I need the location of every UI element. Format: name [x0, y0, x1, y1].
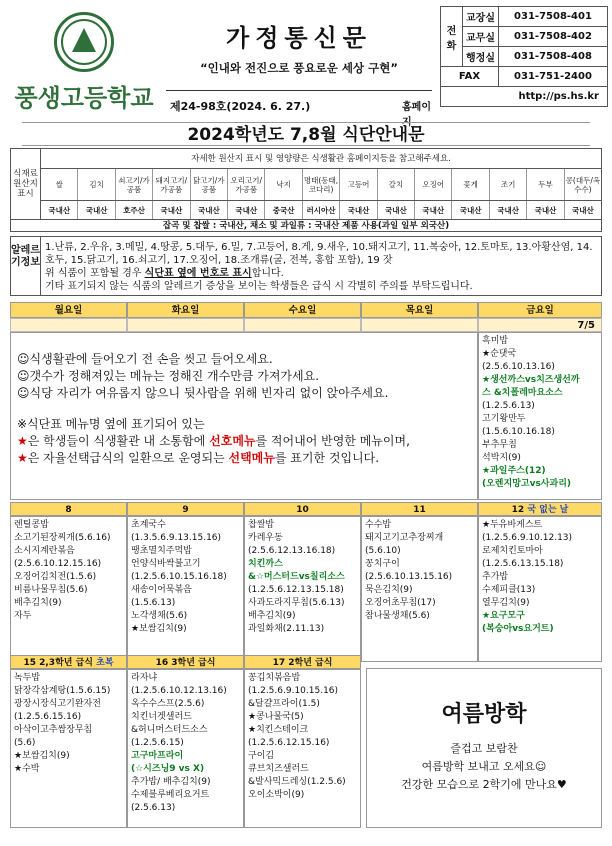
menu-item: 추가밥/ 배추김치(9) — [131, 777, 211, 787]
menu-item: 치킨까스 — [248, 559, 283, 569]
menu-cell — [244, 516, 361, 662]
contact-number: 031-7508-402 — [499, 27, 608, 47]
menu-cell — [127, 516, 244, 662]
date-label: 12 — [511, 505, 525, 515]
menu-item: (1.2.5.6.9.10.15.16) — [248, 686, 339, 696]
date-header: 11 — [361, 502, 478, 516]
menu-item: 오징어초무침(17) — [365, 598, 436, 608]
origin-note: 자세한 원산지 표시 및 영양량은 식생활관 홈페이지등을 참고해주세요. — [41, 149, 601, 169]
menu-item: 로제치킨토마아 — [482, 546, 543, 556]
menu-item: ★보쌈김치(9) — [131, 624, 187, 634]
allergy-note-a: 위 식품이 포함될 경우 — [45, 268, 145, 279]
origin-footer: 잡곡 및 찹쌀 : 국내산, 채소 및 과일류 : 국내산 제품 사용(과일 일부 외국산) — [10, 220, 602, 232]
red-star-icon: ★ — [17, 434, 28, 448]
menu-item: (1.2.5.6.15) — [131, 738, 184, 748]
menu-cell-fri-week1 — [478, 332, 602, 500]
origin-item: 낙지 — [265, 169, 302, 200]
menu-title: 2024학년도 7,8월 식단안내문 — [22, 122, 590, 146]
menu-item: 큐브치즈샐러드 — [248, 764, 309, 774]
menu-item: 새송이어묵볶음 — [131, 585, 192, 595]
menu-item: 석박지(9) — [482, 453, 521, 463]
menu-item: 소고기된장찌개(5.6.16) — [14, 533, 111, 543]
vacation-line: 여름방학 보내고 오세요☺ — [421, 760, 547, 773]
origin-side-label: 식재료원산지표시 — [11, 149, 41, 219]
menu-item: 오징어김치전(1.5.6) — [14, 572, 97, 582]
contact-number: 031-7508-408 — [499, 47, 608, 67]
menu-item: ★과일주스(12) — [482, 466, 546, 476]
origin-value: 국내산 — [228, 201, 265, 219]
origin-value: 국내산 — [527, 201, 564, 219]
origin-value: 국내산 — [490, 201, 527, 219]
school-name: 풍생고등학교 — [14, 84, 154, 112]
menu-cell — [10, 669, 127, 828]
menu-item: ★수박 — [14, 764, 40, 774]
notice-fragment: 를 적어내어 반영한 메뉴이며, — [255, 434, 410, 448]
menu-item: 배추김치(9) — [14, 598, 62, 608]
menu-item: 묵은김치(9) — [365, 585, 413, 595]
origin-value: 국내산 — [191, 201, 228, 219]
menu-item: ★두유바게스트 — [482, 520, 543, 530]
menu-item: (2.5.6.13) — [131, 803, 176, 813]
origin-item: 콩(대두/옥수수) — [565, 175, 601, 194]
menu-item: 땡초멸치주먹밥 — [131, 546, 192, 556]
origin-item: 돼지고기/가공품 — [153, 169, 190, 200]
origin-item: 명태(동태,코다리) — [303, 169, 340, 200]
page-title: 가정통신문 — [226, 23, 372, 52]
menu-item: (☆시즈닝9 vs X) — [131, 764, 205, 774]
fax-label: FAX — [441, 67, 499, 87]
notice-fragment: 은 학생들이 식생활관 내 소통함에 — [27, 434, 210, 448]
menu-item: (1.2.5.6.10.12.13.16) — [131, 686, 227, 696]
menu-item: 소시지계란볶음 — [14, 546, 75, 556]
allergy-caution: 기타 표기되지 않는 식품의 알레르기 증상을 보이는 학생들은 급식 시 각별히 주의를 부탁드립니다. — [45, 281, 473, 292]
menu-item: (1.2.5.6.12.15.16) — [248, 738, 330, 748]
date-cell — [127, 318, 244, 332]
school-motto: “인내와 전진으로 풍요로운 세상 구현” — [200, 61, 398, 75]
menu-item: (오렌지망고vs사과리) — [482, 479, 572, 489]
day-header: 화요일 — [127, 302, 244, 318]
week1-notice-box — [10, 332, 478, 500]
phone-label: 전화 — [441, 7, 463, 67]
preferred-menu-label: 선호메뉴 — [209, 434, 256, 448]
menu-item: 꽁깁치볶음밥 — [248, 673, 301, 683]
origin-item: 쌀 — [41, 169, 78, 200]
notice-fragment: 를 표기한 것입니다. — [274, 451, 380, 465]
date-header-fri — [478, 502, 602, 516]
menu-item: (5.6) — [14, 738, 36, 748]
origin-table — [10, 148, 602, 220]
menu-item: &발사믹드레싱(1.2.5.6) — [248, 777, 346, 787]
origin-values-row — [41, 201, 601, 219]
origin-item: 오리고기/가공품 — [228, 169, 265, 200]
origin-item: 닭고기/가공품 — [191, 169, 228, 200]
vacation-title: 여름방학 — [441, 702, 527, 727]
menu-item: 오이소박이(9) — [248, 790, 305, 800]
menu-item: 고기왕만두 — [482, 414, 526, 424]
origin-value: 국내산 — [378, 201, 415, 219]
menu-item: ★치킨스테이크 — [248, 725, 309, 735]
menu-item: ★순댓국 — [482, 349, 517, 359]
menu-item: 옥수수스프(2.5.6) — [131, 699, 205, 709]
date-header: 10 — [244, 502, 361, 516]
origin-value: 국내산 — [415, 201, 452, 219]
menu-item: 언양식바싹불고기 — [131, 559, 201, 569]
origin-value: 국내산 — [41, 201, 78, 219]
issue-number: 제24-98호(2024. 6. 27.) — [170, 100, 311, 113]
day-header: 금요일 — [478, 302, 602, 318]
menu-item: (1.2.5.6.9.10.12.13) — [482, 533, 573, 543]
origin-item: 두부 — [527, 169, 564, 200]
no-soup-label: 국 없는 날 — [527, 505, 569, 515]
origin-item: 갈치 — [378, 169, 415, 200]
origin-item: 고등어 — [340, 169, 377, 200]
menu-item: 카레우동 — [248, 533, 283, 543]
origin-items-row — [41, 169, 601, 201]
day-header: 월요일 — [10, 302, 127, 318]
allergy-side-label: 알레르기정보 — [11, 237, 41, 295]
red-star-icon: ★ — [17, 451, 28, 465]
menu-item: 수제블루베리요거트 — [131, 790, 210, 800]
menu-item: 고구마프라이 — [131, 751, 184, 761]
menu-item: (1.2.5.6.10.15.16.18) — [131, 572, 227, 582]
origin-item: 꽃게 — [452, 169, 489, 200]
homepage-label: 홈페이지 — [402, 102, 431, 128]
origin-value: 중국산 — [265, 201, 302, 219]
notice-text — [17, 351, 410, 467]
menu-item: 열무김치(9) — [482, 598, 530, 608]
chobok-label: 초복 — [96, 658, 114, 668]
menu-item: (2.5.6.10.12.15.16) — [14, 559, 102, 569]
vacation-box — [366, 668, 602, 828]
vacation-line: 건강한 모습으로 2학기에 만나요♥ — [401, 778, 567, 791]
notice-line: ☺식당 자리가 여유롭지 않으니 뒷사람을 위해 빈자리 없이 앉아주세요. — [17, 386, 389, 400]
allergy-note-b: 식단표 옆에 번호로 표시 — [144, 268, 252, 279]
contact-label: 행정실 — [463, 47, 499, 67]
menu-item: &허니머스터드소스 — [131, 725, 208, 735]
menu-item: 렌틸콩밥 — [14, 520, 49, 530]
menu-item: ★보쌈김치(9) — [14, 751, 70, 761]
menu-item: 추가밥 — [482, 572, 509, 582]
divider — [166, 90, 432, 91]
spacer — [17, 402, 410, 416]
menu-item: 초계국수 — [131, 520, 166, 530]
menu-item: 자두 — [14, 611, 32, 621]
date-header: 17 2학년 급식 — [244, 655, 361, 669]
menu-item: (1.3.5.6.9.13.15.16) — [131, 533, 222, 543]
menu-item: 꽁치구이 — [365, 559, 400, 569]
menu-cell — [478, 516, 602, 662]
allergy-note-c: 합니다. — [251, 268, 284, 279]
allergy-text — [45, 241, 597, 293]
contact-table — [440, 6, 608, 116]
day-header: 수요일 — [244, 302, 361, 318]
vacation-line: 즐겁고 보람찬 — [450, 742, 518, 755]
origin-value: 러시아산 — [303, 201, 340, 219]
school-logo — [14, 8, 154, 112]
allergy-box — [10, 236, 602, 296]
menu-item: ★생선까스vs치즈생선까 — [482, 375, 580, 385]
date-cell — [361, 318, 478, 332]
origin-item: 오징어 — [415, 169, 452, 200]
menu-item: 비름나물무침(5.6) — [14, 585, 88, 595]
header-center — [166, 6, 432, 128]
menu-item: 치킨너겟샐러드 — [131, 712, 192, 722]
menu-item: 노각생채(5.6) — [131, 611, 188, 621]
menu-item: (1.5.6.13) — [131, 598, 176, 608]
menu-item: 배추김치(9) — [248, 611, 296, 621]
date-header — [10, 655, 127, 669]
menu-item: ★요구모구 — [482, 611, 525, 621]
menu-item: 찹쌀밥 — [248, 520, 275, 530]
origin-value: 국내산 — [153, 201, 190, 219]
date-cell — [10, 318, 127, 332]
origin-value: 국내산 — [340, 201, 377, 219]
menu-item: 과일화채(2.11.13) — [248, 624, 325, 634]
contact-label: 교장실 — [463, 7, 499, 27]
logo-mountain-icon — [72, 28, 96, 52]
menu-item: (1.2.5.6.13.15.18) — [482, 559, 564, 569]
menu-item: 광장시장식고기완자전 — [14, 699, 101, 709]
date-header: 16 3학년 급식 — [127, 655, 244, 669]
date-header: 9 — [127, 502, 244, 516]
menu-item: (1.2.5.6.13) — [482, 401, 535, 411]
origin-value: 국내산 — [78, 201, 115, 219]
menu-cell — [10, 516, 127, 662]
choice-menu-label: 선택메뉴 — [228, 451, 275, 465]
notice-line: ※식단표 메뉴명 옆에 표기되어 있는 — [17, 417, 205, 431]
notice-line — [17, 450, 410, 467]
menu-cell — [361, 516, 478, 662]
notice-line — [17, 433, 410, 450]
notice-fragment: 은 자율선택급식의 일환으로 운영되는 — [27, 451, 229, 465]
menu-item: (2.5.6.10.13.16) — [482, 362, 555, 372]
date-cell-fri: 7/5 — [478, 318, 602, 332]
origin-value: 호주산 — [116, 201, 153, 219]
menu-item: 녹두밥 — [14, 673, 41, 683]
menu-item: (2.5.6.12.13.16.18) — [248, 546, 336, 556]
menu-item: (1.2.5.6.15.16) — [14, 712, 82, 722]
menu-item: 라자냐 — [131, 673, 158, 683]
menu-item: (1.2.5.6.12.13.15.18) — [248, 585, 344, 595]
menu-item: &달걀프라이(1.5) — [248, 699, 320, 709]
fax-number: 031-751-2400 — [499, 67, 608, 87]
menu-item: (1.5.6.10.16.18) — [482, 427, 555, 437]
menu-item: 수제피클(13) — [482, 585, 536, 595]
date-label: 15 2,3학년 급식 — [23, 658, 97, 668]
menu-item: 스 &치폴레마요소스 — [482, 388, 563, 398]
menu-item: 사과도라지무침(5.6.13) — [248, 598, 345, 608]
menu-item: 흑미밥 — [482, 336, 509, 346]
menu-cell — [127, 669, 244, 828]
allergy-list: 1.난류, 2.우유, 3.메밀, 4.땅콩, 5.대두, 6.밀, 7.고등어, 8.게, 9.새우, 10.돼지고기, 11.복숭아, 12.토마토, 13.아황산염, 14.호두, 15.닭고기, 16.쇠고기, 17.오징어, 18.조개류(굴, 전복, 홍합 포함), 19 잣 — [45, 242, 593, 266]
origin-value: 국내산 — [452, 201, 489, 219]
menu-item: 부추무침 — [482, 440, 517, 450]
spacer — [367, 728, 601, 740]
origin-value: 국내산 — [572, 205, 594, 215]
origin-item: 조기 — [490, 169, 527, 200]
notice-line: ☺식생활관에 들어오기 전 손을 씻고 들어오세요. — [17, 352, 273, 366]
homepage-url[interactable]: http://ps.hs.kr — [441, 87, 608, 107]
menu-item: 아삭이고추쌈장무침 — [14, 725, 93, 735]
menu-item: 구이김 — [248, 751, 275, 761]
menu-item: 닭장각삼계탕(1.5.6.15) — [14, 686, 111, 696]
origin-item: 쇠고기/가공품 — [116, 169, 153, 200]
date-header: 8 — [10, 502, 127, 516]
menu-item: (2.5.6.10.13.15.16) — [365, 572, 453, 582]
origin-item: 김치 — [78, 169, 115, 200]
date-cell — [244, 318, 361, 332]
contact-label: 교무실 — [463, 27, 499, 47]
notice-line: ☺갯수가 정해져있는 메뉴는 정해진 개수만큼 가져가세요. — [17, 369, 320, 383]
menu-item: &☆머스터드vs칠리소스 — [248, 572, 345, 582]
menu-item: (복숭아vs요거트) — [482, 624, 554, 634]
menu-item: 참나물생채(5.6) — [365, 611, 430, 621]
contact-number: 031-7508-401 — [499, 7, 608, 27]
menu-item: ★콩나물국(5) — [248, 712, 304, 722]
day-header: 목요일 — [361, 302, 478, 318]
menu-item: 수수밥 — [365, 520, 392, 530]
menu-cell — [244, 669, 361, 828]
menu-item: 돼지고기고추장찌개 — [365, 533, 444, 543]
menu-item: (5.6.10) — [365, 546, 401, 556]
